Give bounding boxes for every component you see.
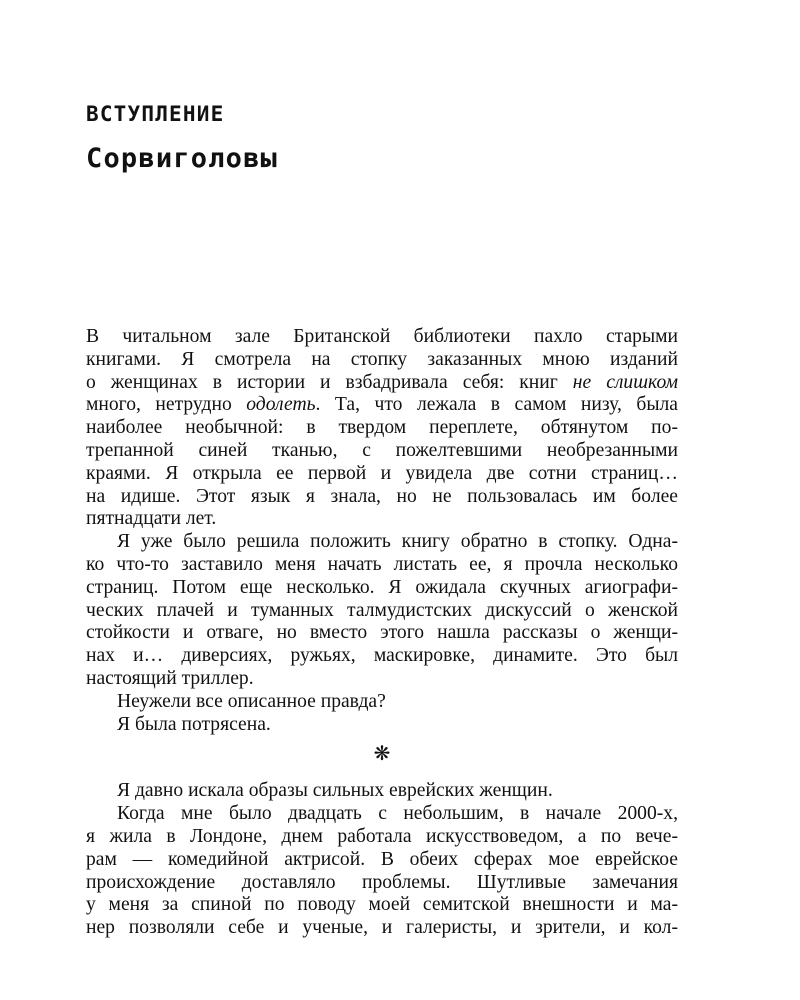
text-line: много, нетрудно одолеть. Та, что лежала в самом низу, была bbox=[86, 394, 679, 416]
text-line: рам — комедийной актрисой. В обеих сферах мое еврейское bbox=[86, 848, 678, 870]
text-line: Я уже было решила положить книгу обратно в стопку. Одна- bbox=[117, 531, 678, 553]
text-line: трепанной синей тканью, с пожелтевшими необрезанными bbox=[86, 439, 678, 461]
text-line: ческих плачей и туманных талмудистских дискуссий о женской bbox=[86, 599, 678, 621]
text-line: В читальном зале Британской библиотеки пахло старыми bbox=[86, 326, 678, 347]
text-line: я жила в Лондоне, днем работала искусствоведом, а по вече- bbox=[86, 825, 678, 847]
text-line: Когда мне было двадцать с небольшим, в начале 2000-х, bbox=[117, 803, 678, 825]
text-line: о женщинах в истории и взбадривала себя: книг не слишком bbox=[86, 371, 678, 393]
text-line: краями. Я открыла ее первой и увидела две сотни страниц… bbox=[86, 462, 678, 484]
text-line: стойкости и отваге, но вместо этого нашла рассказы о женщи- bbox=[86, 622, 678, 644]
text-line: пятнадцати лет. bbox=[86, 508, 217, 530]
text-line: нах и… диверсиях, ружьях, маскировке, динамите. Это был bbox=[86, 645, 678, 667]
emphasis: не слишком bbox=[572, 371, 678, 393]
section-label: ВСТУПЛЕНИЕ bbox=[86, 102, 225, 126]
emphasis: одолеть bbox=[246, 394, 316, 416]
paragraph-1 bbox=[86, 326, 678, 531]
body-text bbox=[86, 326, 678, 940]
text-line: настоящий триллер. bbox=[86, 667, 254, 689]
text-line: ко что-то заставило меня начать листать ее, я прочла несколько bbox=[86, 553, 678, 575]
text-line: происхождение доставляло проблемы. Шутливые замечания bbox=[86, 871, 678, 893]
text-line: у меня за спиной по поводу моей семитской внешности и ма- bbox=[86, 894, 678, 916]
paragraph-3: Неужели все описанное правда? bbox=[117, 690, 386, 712]
text-line: наиболее необычной: в твердом переплете, обтянутом по- bbox=[86, 417, 678, 439]
paragraph-5: Я давно искала образы сильных еврейских женщин. bbox=[117, 780, 553, 802]
paragraph-4: Я была потрясена. bbox=[117, 713, 271, 735]
paragraph-2 bbox=[86, 531, 678, 691]
text-line: страниц. Потом еще несколько. Я ожидала скучных агиографи- bbox=[86, 576, 678, 598]
text-line: нер позволяли себе и ученые, и галеристы, и зрители, и кол- bbox=[86, 917, 678, 939]
text-line: на идише. Этот язык я знала, но не пользовалась им более bbox=[86, 485, 678, 507]
paragraph-6 bbox=[86, 803, 678, 940]
section-break-ornament-icon: ❋ bbox=[373, 741, 391, 766]
text-line: книгами. Я смотрела на стопку заказанных мною изданий bbox=[86, 348, 678, 370]
chapter-title: Сорвиголовы bbox=[86, 143, 279, 174]
